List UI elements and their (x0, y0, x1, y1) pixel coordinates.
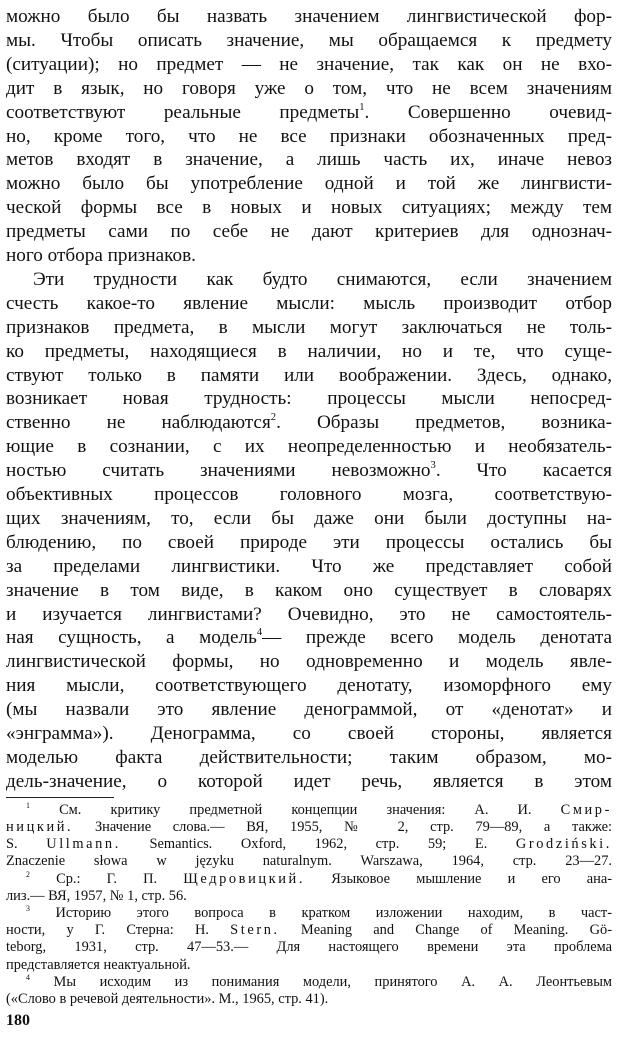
footnote-marker: 3 (26, 904, 30, 913)
body-text: . Совершенно очевид- (364, 101, 612, 123)
body-line: ного отбора признаков. (6, 245, 196, 266)
body-text: ностью считать значениями невозможно (6, 460, 431, 482)
author-name: Grodziński. (515, 836, 612, 853)
footnote-line: Znaczenie słowa w języku naturalnym. Warszawa, 1964, стр. 23—27. (6, 853, 612, 870)
body-line: но, кроме того, что не все признаки обозначенных пред- (6, 125, 612, 147)
body-line: за пределами лингвистики. Что же представляет собой (6, 555, 612, 577)
body-line: лингвистической формы, но одновременно и модель явле- (6, 651, 612, 673)
footnote-2 (26, 871, 612, 888)
body-line: значение в том виде, в каком оно существует в словарях (6, 579, 612, 601)
footnote-ref: 4 (256, 627, 263, 639)
footnote-line: представляется неактуальной. (6, 956, 191, 973)
footnote-ref: 2 (270, 412, 277, 424)
body-line: предметы сами по себе не дают критериев для однознач- (6, 221, 612, 243)
body-line: «энграмма»). Денограмма, со своей стороны, является (6, 723, 612, 744)
body-text: ственно не наблюдаются (6, 412, 271, 434)
body-line: возникает новая трудность: процессы мысли непосред- (6, 388, 612, 410)
footnote-text: Языковое мышление и его ана- (331, 870, 612, 887)
paragraph-first-line: Эти трудности как будто снимаются, если значением (33, 268, 612, 290)
footnote-text: Значение слова.— ВЯ, 1955, № 2, стр. 79—89, а также: (94, 818, 612, 835)
body-line: (ситуации); но предмет — не значение, так как он не вхо- (6, 53, 612, 75)
author-name: Stern. (230, 922, 280, 939)
footnote-3 (26, 905, 612, 922)
body-line: дель-значение, о которой идет речь, является в этом (6, 770, 612, 792)
body-line: ко предметы, находящиеся в наличии, но и те, что суще- (6, 340, 612, 362)
footnote-ref: 1 (359, 101, 365, 113)
author-name: Смир- (560, 801, 612, 818)
body-line: ющие в сознании, с их неопределенностью и необязатель- (6, 436, 612, 458)
body-text: ная сущность, а модель (6, 627, 257, 649)
footnote-text: Ср.: Г. П. (56, 870, 158, 887)
footnote-text: См. критику предметной концепции значения: А. И. (59, 801, 532, 818)
body-line: признаков предмета, в мысли могут заключаться не толь- (6, 316, 612, 338)
body-line: ческой формы все в новых и новых ситуациях; между тем (6, 197, 612, 219)
body-text: — прежде всего модель денотата (262, 627, 612, 649)
body-line: блюдению, по своей природе эти процессы остались бы (6, 531, 612, 553)
footnote-4 (26, 974, 612, 991)
body-line: дит в язык, но говоря уже о том, что не всем значениям (6, 77, 612, 99)
body-line: объективных процессов головного мозга, соответствую- (6, 484, 612, 505)
author-name: Ullmann. (46, 836, 121, 853)
footnote-line: teborg, 1931, стр. 47—53.— Для настоящего времени эта проблема (6, 939, 612, 956)
body-line: ствуют только в памяти или воображении. Здесь, однако, (6, 364, 612, 386)
footnote-line (6, 922, 612, 939)
footnote-marker: 1 (26, 801, 30, 810)
footnote-line: лиз.— ВЯ, 1957, № 1, стр. 56. (6, 887, 187, 904)
body-line: и изучается лингвистами? Очевидно, это не самостоятель- (6, 603, 612, 625)
body-line: мы. Чтобы описать значение, мы обращаемся к предмету (6, 29, 612, 51)
author-name: Щедровицкий. (183, 870, 306, 887)
footnote-text: ности, у Г. Стерна: H. (6, 922, 209, 939)
body-text: . Образы предметов, возника- (276, 412, 612, 434)
page-number: 180 (6, 1012, 30, 1030)
body-line: метов входят в значение, а лишь часть их, иначе невоз (6, 149, 612, 171)
footnote-ref: 3 (430, 460, 436, 472)
body-line: щих значениям, то, если бы даже они были доступны на- (6, 507, 612, 529)
footnote-text: Мы исходим из понимания модели, принятого А. А. Леонтьевым (53, 973, 612, 990)
body-line: моделью факта действительности; таким образом, мо- (6, 746, 612, 768)
body-line: можно было бы назвать значением лингвистической фор- (6, 6, 612, 27)
body-text: соответствуют реальные предметы (6, 101, 360, 123)
footnote-line (6, 836, 612, 853)
footnote-text: S. (6, 836, 18, 853)
footnote-line: («Слово в речевой деятельности». М., 1965, стр. 41). (6, 990, 329, 1007)
body-line: (мы назвали это явление денограммой, от «денотат» и (6, 699, 612, 721)
footnote-line (6, 819, 612, 836)
footnote-marker: 4 (26, 973, 30, 982)
footnote-text: Историю этого вопроса в кратком изложении находим, в част- (55, 904, 612, 921)
body-line: можно было бы употребление одной и той же лингвисти- (6, 173, 612, 195)
footnote-text: Meaning and Change of Meaning. Gö- (300, 922, 612, 939)
author-name: ницкий. (6, 818, 74, 835)
footnote-text: Semantics. Oxford, 1962, стр. 59; E. (149, 836, 488, 853)
footnote-marker: 2 (26, 870, 30, 879)
body-line: ния мысли, соответствующего денотату, изоморфного ему (6, 675, 612, 697)
body-line: счесть какое-то явление мысли: мысль производит отбор (6, 292, 612, 314)
footnote-1 (26, 802, 612, 819)
body-text: . Что касается (435, 460, 612, 482)
